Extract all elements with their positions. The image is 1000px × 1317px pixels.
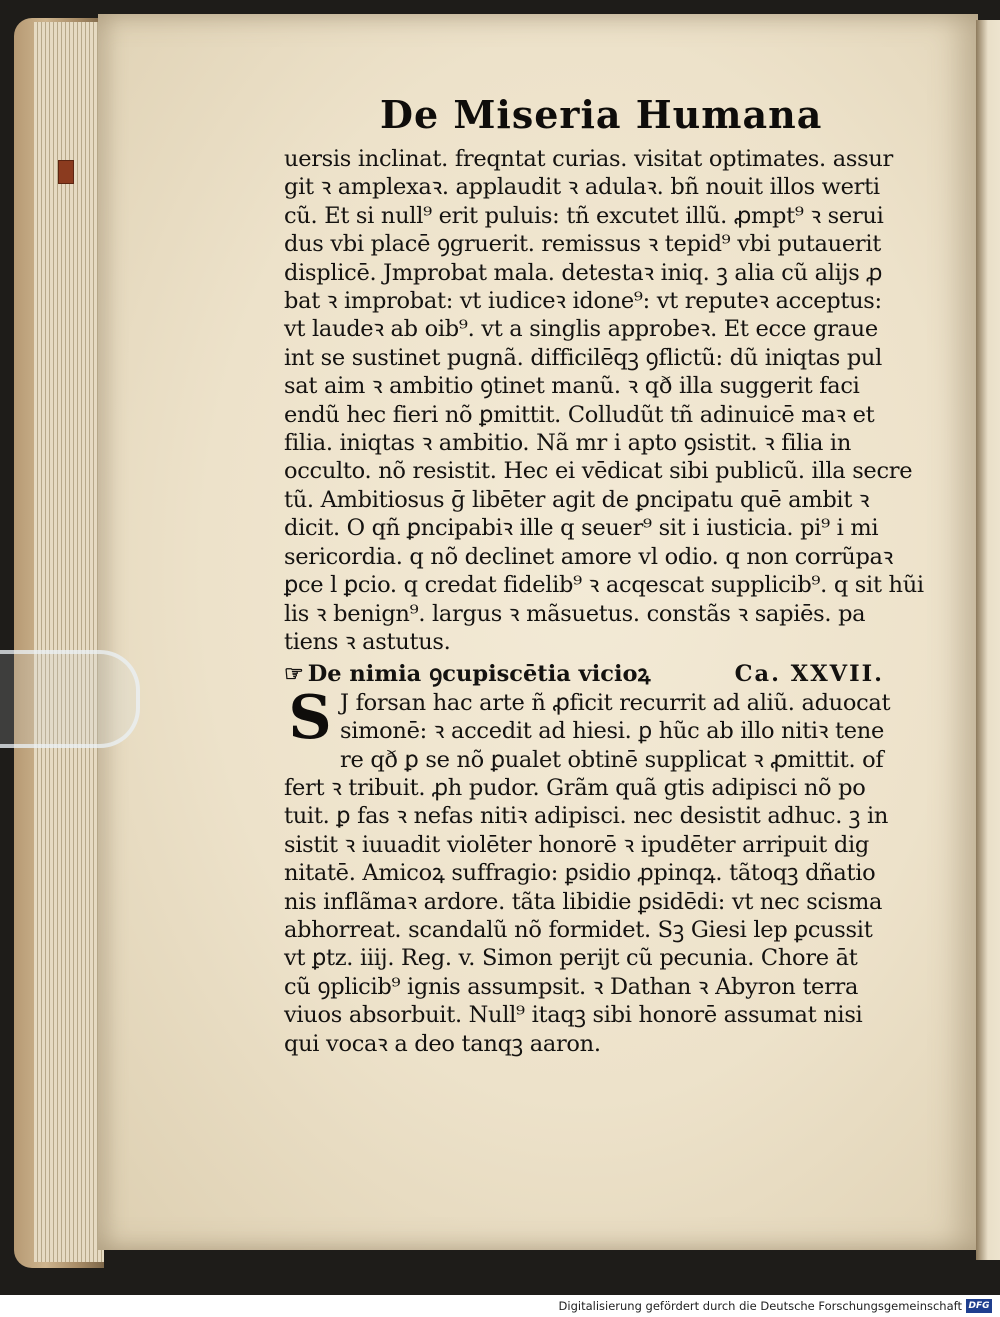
- chapter-number: Ca. XXVII.: [734, 661, 884, 688]
- text-line: cũ ꝯplicib⁹ ignis assumpsit. ꝛ Dathan ꝛ Abyron terra: [284, 973, 859, 1000]
- page-edges: [34, 22, 104, 1262]
- page-marker: [58, 160, 74, 184]
- text-line: re qð ꝑ se nõ ꝑualet obtinē supplicat ꝛ ꝓmittit. of: [340, 746, 884, 773]
- text-line: endũ hec fieri nõ ꝑmittit. Colludũt tñ adinuicē maꝛ et: [284, 401, 875, 428]
- chapter-heading: [284, 660, 884, 688]
- drop-initial: S: [288, 682, 332, 753]
- text-line: displicē. Jmprobat mala. detestaꝛ iniq. ꝫ alia cũ alijs ꝓ: [284, 259, 883, 286]
- footer-credit: Digitalisierung gefördert durch die Deutsche Forschungsgemeinschaft: [558, 1299, 962, 1313]
- text-line: dicit. O qñ ꝑncipabiꝛ ille q seuer⁹ sit i iusticia. pi⁹ i mi: [284, 515, 879, 542]
- closing-text: [284, 774, 889, 1058]
- text-line: vt ꝑtz. iiij. Reg. v. Simon perijt cũ pecunia. Chore āt: [284, 945, 858, 972]
- bookmark-clip: [0, 650, 140, 748]
- text-line: occulto. nõ resistit. Hec ei vēdicat sibi publicũ. illa secre: [284, 458, 913, 485]
- text-line: sat aim ꝛ ambitio ꝯtinet manũ. ꝛ qð illa suggerit faci: [284, 373, 860, 400]
- text-block: [284, 92, 924, 1058]
- text-line: fert ꝛ tribuit. ꝓh pudor. Grãm quã gtis adipisci nõ po: [284, 774, 866, 801]
- text-line: uersis inclinat. freqntat curias. visitat optimates. assur: [284, 146, 893, 172]
- chapter-title-text: De nimia ꝯcupiscētia vicioꝝ: [307, 661, 651, 688]
- text-line: tiens ꝛ astutus.: [284, 628, 451, 655]
- text-line: vt laudeꝛ ab oib⁹. vt a singlis approbeꝛ. Et ecce graue: [284, 316, 878, 343]
- running-head: De Miseria Humana: [380, 92, 823, 137]
- drop-initial-paragraph: [284, 682, 891, 774]
- text-line: dus vbi placē ꝯgruerit. remissus ꝛ tepid⁹ vbi putauerit: [284, 231, 881, 258]
- text-line: ꝑce l ꝑcio. q credat fidelib⁹ ꝛ acqescat supplicib⁹. q sit hũi: [284, 572, 924, 599]
- text-line: nis inflãmaꝛ ardore. tãta libidie ꝑsidēdi: vt nec scisma: [284, 888, 883, 915]
- text-line: cũ. Et si null⁹ erit puluis: tñ excutet illũ. ꝓmpt⁹ ꝛ serui: [284, 202, 884, 229]
- text-line: tuit. ꝑ fas ꝛ nefas nitiꝛ adipisci. nec desistit adhuc. ꝫ in: [284, 803, 889, 830]
- text-line: git ꝛ amplexaꝛ. applaudit ꝛ adulaꝛ. bñ nouit illos werti: [284, 174, 880, 201]
- dfg-logo: DFG: [966, 1299, 992, 1313]
- text-line: simonē: ꝛ accedit ad hiesi. ꝑ hũc ab illo nitiꝛ tene: [340, 718, 885, 745]
- text-line: J forsan hac arte ñ ꝓficit recurrit ad aliũ. aduocat: [340, 689, 891, 716]
- text-line: filia. iniqtas ꝛ ambitio. Nã mr i apto ꝯsistit. ꝛ filia in: [284, 430, 852, 457]
- text-line: bat ꝛ improbat: vt iudiceꝛ idone⁹: vt reputeꝛ acceptus:: [284, 288, 882, 315]
- text-line: qui vocaꝛ a deo tanqꝫ aaron.: [284, 1030, 601, 1057]
- text-line: sericordia. q nõ declinet amore vl odio. q non corrũpaꝛ: [284, 543, 894, 570]
- text-line: tũ. Ambitiosus ḡ libēter agit de ꝑncipatu quē ambit ꝛ: [284, 486, 870, 513]
- body-text: [284, 145, 924, 656]
- text-line: abhorreat. scandalũ nõ formidet. Sꝫ Giesi lep ꝑcussit: [284, 916, 873, 943]
- text-line: viuos absorbuit. Null⁹ itaqꝫ sibi honorē assumat nisi: [284, 1002, 863, 1029]
- text-line: lis ꝛ benign⁹. largus ꝛ mãsuetus. constãs ꝛ sapiēs. pa: [284, 600, 866, 627]
- text-line: sistit ꝛ iuuadit violēter honorē ꝛ ipudēter arripuit dig: [284, 831, 869, 858]
- text-line: nitatē. Amicoꝝ suffragio: ꝑsidio ꝓpinqꝝ. tãtoqꝫ dñatio: [284, 860, 876, 887]
- footer-bar: [0, 1295, 1000, 1317]
- facing-page-edge: [976, 20, 1000, 1260]
- pointing-hand-icon: ☞: [284, 661, 304, 688]
- text-line: int se sustinet pugnã. difficilēqꝫ ꝯflictũ: dũ iniqtas pul: [284, 344, 883, 371]
- chapter-title: [284, 660, 651, 688]
